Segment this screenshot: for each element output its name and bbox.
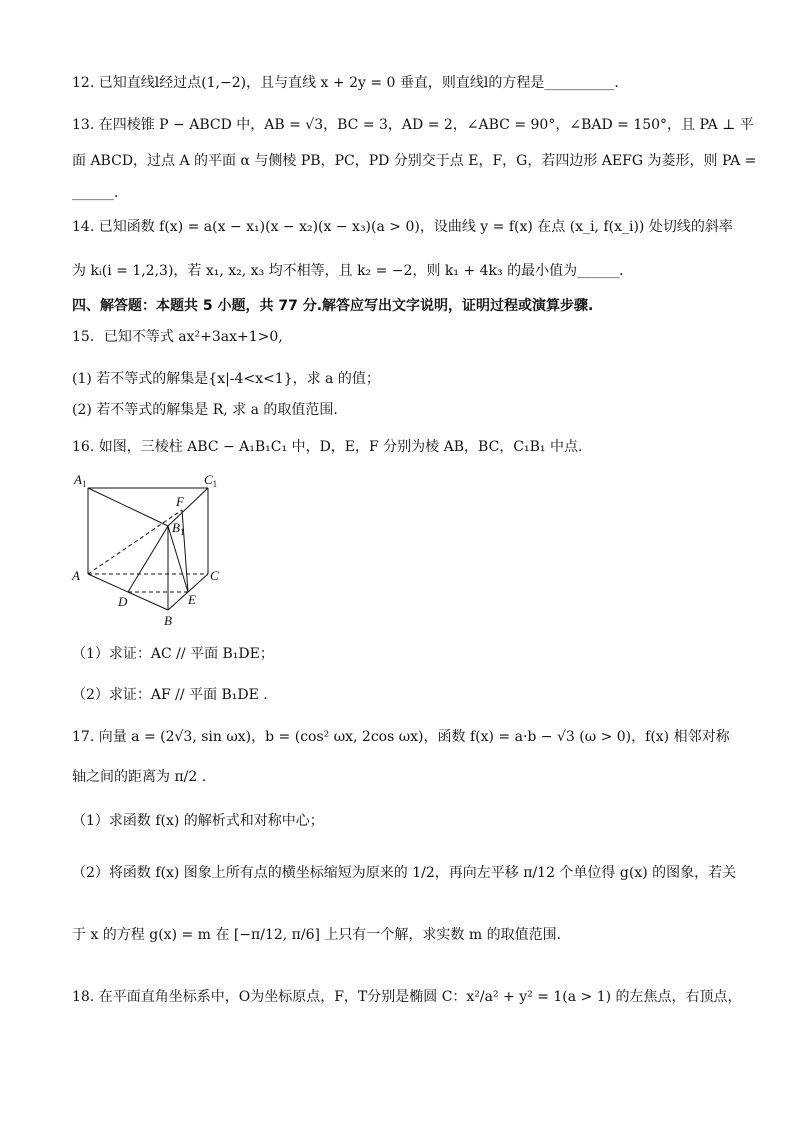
label-A1: $A_1$ [74,472,87,489]
label-B: B [164,613,172,628]
question-13-line-2: 面 ABCD，过点 A 的平面 α 与侧棱 PB，PC，PD 分别交于点 E，F，G，若四边形 AEFG 为菱形，则 PA = [72,153,757,169]
edge-B1-E [168,526,188,592]
label-E: E [188,592,196,607]
edge-A1-B1 [88,488,168,526]
question-13-line-1: 13. 在四棱锥 P − ABCD 中，AB = √3，BC = 3，AD = 2，∠ABC = 90°，∠BAD = 150°，且 PA ⊥ 平 [72,117,754,133]
question-17-part-2-line-2: 于 x 的方程 g(x) = m 在 [−π/12, π/6] 上只有一个解，求实数 m 的取值范围. [72,927,562,943]
label-B1: $B_1$ [172,520,185,537]
question-13-line-3: ______． [72,185,128,201]
question-17-part-2-line-1: （2）将函数 f(x) 图象上所有点的横坐标缩短为原来的 1/2，再向左平移 π/12 个单位得 g(x) 的图象，若关 [72,865,737,881]
question-15-part-1: (1) 若不等式的解集是{x|-4<x<1}，求 a 的值； [72,371,380,387]
question-16-part-2: （2）求证：AF // 平面 B₁DE . [72,687,268,703]
prism-figure [70,470,230,630]
question-14-line-1: 14. 已知函数 f(x) = a(x − x₁)(x − x₂)(x − x₃)(a > 0)，设曲线 y = f(x) 在点 (x_i, f(x_i)) 处切线的斜率 [72,219,733,235]
question-17-part-1: （1）求函数 f(x) 的解析式和对称中心； [72,813,324,829]
label-C: C [210,568,219,583]
question-15-part-2: (2) 若不等式的解集是 R, 求 a 的取值范围. [72,402,338,418]
question-17-line-2: 轴之间的距离为 π/2 . [72,769,207,785]
question-18: 18. 在平面直角坐标系中，O为坐标原点，F，T分别是椭圆 C：x²/a² + y² = 1(a > 1) 的左焦点，右顶点， [72,989,742,1005]
question-16-part-1: （1）求证：AC // 平面 B₁DE； [72,646,274,662]
label-A: A [72,568,80,583]
label-D: D [118,594,128,609]
edge-B1-D [128,526,168,592]
question-12: 12. 已知直线l经过点(1,−2)，且与直线 x + 2y = 0 垂直，则直线l的方程是__________． [72,75,629,91]
label-F: F [176,494,184,509]
edge-F-E [182,510,188,592]
section-heading: 四、解答题：本题共 5 小题，共 77 分.解答应写出文字说明，证明过程或演算步骤. [72,298,594,314]
question-15: 15．已知不等式 ax²+3ax+1>0, [72,329,283,345]
question-16: 16. 如图，三棱柱 ABC − A₁B₁C₁ 中，D，E，F 分别为棱 AB，BC，C₁B₁ 中点. [72,439,583,455]
label-C1: $C_1$ [204,472,218,489]
question-17-line-1: 17. 向量 a = (2√3, sin ωx)，b = (cos² ωx, 2cos ωx)，函数 f(x) = a·b − √3 (ω > 0)，f(x) 相邻对称 [72,729,730,745]
question-14-line-2: 为 kᵢ(i = 1,2,3)，若 x₁, x₂, x₃ 均不相等，且 k₂ = −2，则 k₁ + 4k₃ 的最小值为______． [72,263,634,279]
